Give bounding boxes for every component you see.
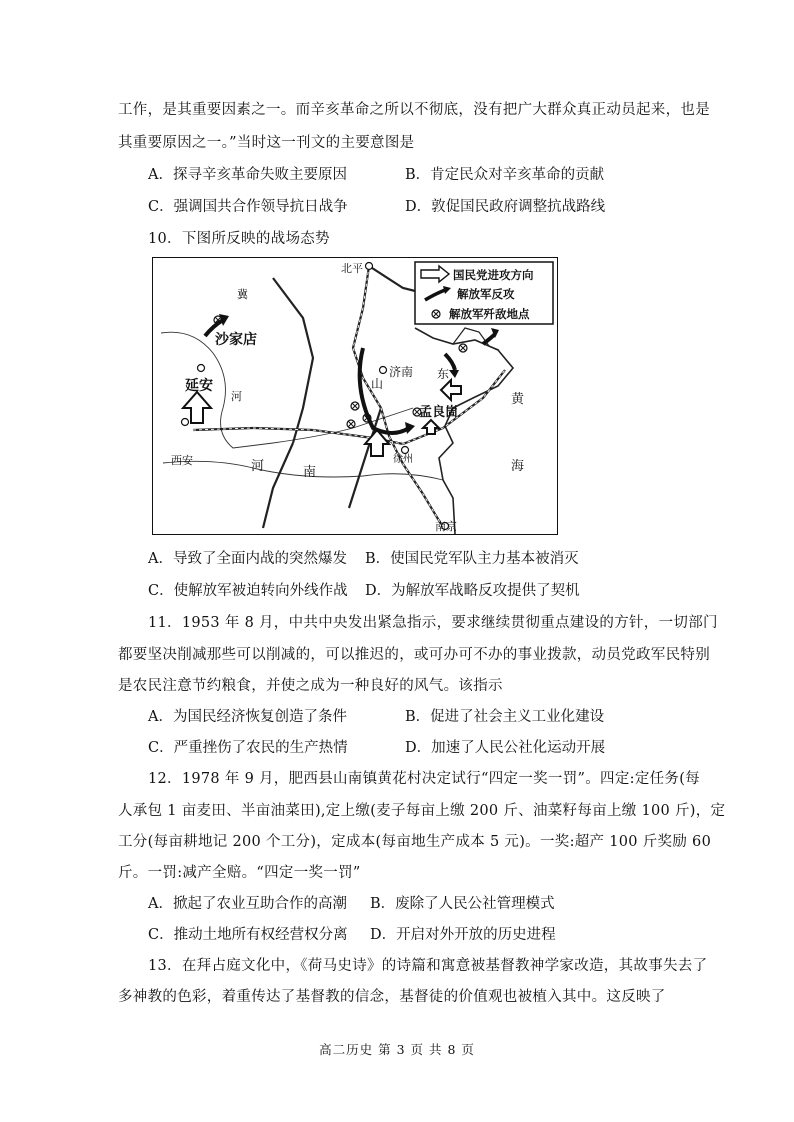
battle-map [152, 257, 558, 535]
q12-text-line-4: 斤。一罚:减产全赔。“四定一奖一罚” [118, 865, 361, 881]
map-label-nanjing: 南京 [435, 520, 457, 533]
q11-option-d: D．加速了人民公社化运动开展 [405, 740, 606, 756]
railway-southwest [263, 443, 293, 528]
q9-option-d: D．敦促国民政府调整抗战路线 [405, 199, 606, 215]
q12-option-d: D．开启对外开放的历史进程 [370, 927, 556, 943]
kmt-arrow-shandong-icon [441, 380, 461, 400]
q13-text-line-1: 13．在拜占庭文化中，《荷马史诗》的诗篇和寓意被基督教神学家改造，其故事失去了 [148, 958, 708, 974]
q9-text-line-2: 其重要原因之一。”当时这一刊文的主要意图是 [118, 135, 415, 151]
city-xian-marker [182, 419, 189, 426]
city-beiping-marker [366, 263, 373, 270]
q9-option-b: B．肯定民众对辛亥革命的贡献 [405, 167, 605, 183]
q9-option-c: C．强调国共合作领导抗日战争 [148, 199, 348, 215]
q12-option-a: A．掀起了农业互助合作的高潮 [148, 896, 347, 912]
map-label-dong: 东 [437, 367, 450, 381]
q12-option-c: C．推动土地所有权经营权分离 [148, 927, 348, 943]
legend-pla-victory: 解放军歼敌地点 [449, 307, 530, 321]
map-label-nan: 南 [303, 465, 317, 480]
map-label-xuzhou: 徐州 [393, 454, 413, 465]
q10-option-b: B．使国民党军队主力基本被消灭 [365, 551, 579, 567]
q10-option-d: D．为解放军战略反攻提供了契机 [365, 583, 580, 599]
railway-east-west [193, 370, 505, 444]
map-label-he: 河 [251, 459, 265, 474]
q9-option-a: A．探寻辛亥革命失败主要原因 [148, 167, 347, 183]
kmt-arrow-yanan-icon [183, 392, 211, 423]
legend-kmt-attack: 国民党进攻方向 [453, 268, 534, 282]
map-label-xian: 西安 [171, 454, 193, 467]
q12-text-line-3: 工分(每亩耕地记 200 个工分)，定成本(每亩地生产成本 5 元)。一奖:超产 100 斤奖励 60 [118, 834, 712, 850]
battle-map-svg [153, 258, 557, 534]
q10-stem: 10．下图所反映的战场态势 [148, 231, 330, 247]
q11-text-line-1: 11．1953 年 8 月，中共中央发出紧急指示，要求继续贯彻重点建设的方针，一切部门 [148, 615, 718, 631]
map-label-menglianggu: 孟良崮 [419, 405, 459, 420]
city-yanan-marker [198, 365, 205, 372]
map-label-huang: 黄 [511, 392, 525, 407]
pla-arrow-peninsula-icon [483, 334, 495, 344]
q9-text-line-1: 工作，是其重要因素之一。而辛亥革命之所以不彻底，没有把广大群众真正动员起来，也是 [118, 102, 710, 118]
city-jinan-marker [380, 367, 387, 374]
q11-text-line-2: 都要坚决削减那些可以削减的，可以推迟的，或可办可不办的事业拨款，动员党政军民特别 [118, 647, 710, 663]
q12-text-line-1: 12．1978 年 9 月，肥西县山南镇黄花村决定试行“四定一奖一罚”。四定:定任务(每 [148, 771, 700, 787]
q10-option-a: A．导致了全面内战的突然爆发 [148, 551, 347, 567]
kmt-arrow-small-icon [423, 420, 439, 434]
q11-option-b: B．促进了社会主义工业化建设 [405, 709, 605, 725]
map-label-shajiadian: 沙家店 [215, 332, 257, 348]
map-label-ji: 冀 [237, 288, 248, 301]
page-footer: 高二历史 第 3 页 共 8 页 [319, 1042, 475, 1057]
map-label-jinan: 济南 [389, 365, 414, 379]
city-xuzhou-marker [402, 447, 409, 454]
map-label-he2: 河 [231, 390, 242, 403]
city-markers [182, 263, 449, 530]
map-label-shan: 山 [371, 377, 384, 391]
q12-text-line-2: 人承包 1 亩麦田、半亩油菜田),定上缴(麦子每亩上缴 200 斤、油菜籽每亩上缴 100 斤)，定 [118, 803, 726, 819]
q11-option-a: A．为国民经济恢复创造了条件 [148, 709, 347, 725]
q11-option-c: C．严重挫伤了农民的生产热情 [148, 740, 348, 756]
map-label-beiping: 北平 [341, 262, 363, 275]
legend-pla-counter: 解放军反攻 [457, 287, 515, 301]
q12-option-b: B．废除了人民公社管理模式 [370, 896, 555, 912]
q10-option-c: C．使解放军被迫转向外线作战 [148, 583, 348, 599]
q13-text-line-2: 多神教的色彩，着重传达了基督教的信念，基督徒的价值观也被植入其中。这反映了 [118, 989, 666, 1005]
map-label-hai: 海 [511, 459, 525, 474]
map-legend [415, 262, 553, 324]
q11-text-line-3: 是农民注意节约粮食，并使之成为一种良好的风气。该指示 [118, 678, 503, 694]
map-label-yanan: 延安 [185, 378, 213, 394]
railway-west [273, 278, 313, 443]
